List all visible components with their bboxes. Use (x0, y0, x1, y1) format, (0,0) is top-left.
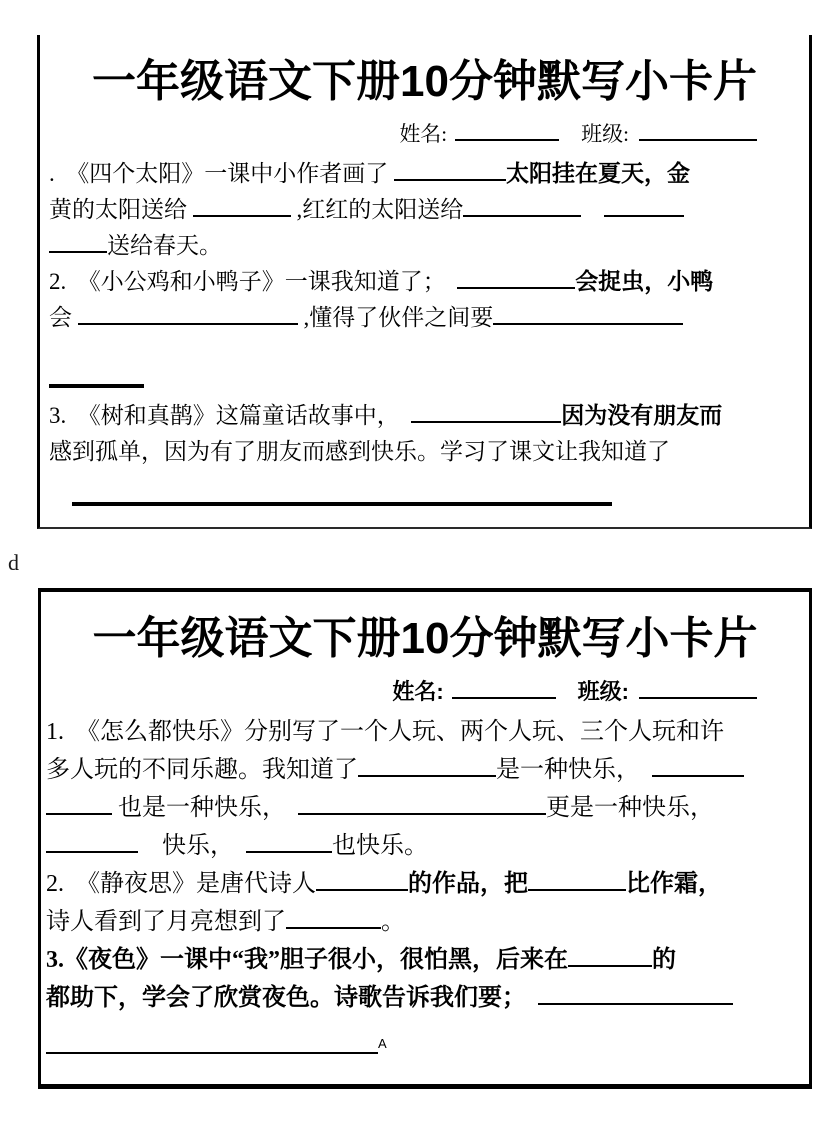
text-line (49, 228, 801, 264)
card-title: 一年级语文下册10分钟默写小卡片 (92, 614, 758, 663)
text-line (46, 751, 801, 789)
card-body (41, 705, 809, 1063)
text-segment (49, 486, 72, 511)
text-segment: 更是一种快乐， (546, 795, 714, 822)
blank-fill-line (457, 265, 575, 289)
text-line (49, 192, 801, 228)
text-line (46, 713, 801, 751)
text-segment: 。 (381, 909, 405, 936)
text-segment: 多人玩的不同乐趣。我知道了 (46, 757, 358, 784)
text-segment: 因为没有朋友而 (561, 403, 723, 429)
text-segment: 的 (652, 947, 676, 974)
text-segment: 1. 《怎么都快乐》分别写了一个人玩、两个人玩、三个人玩和许 (46, 719, 724, 746)
margin-letter: d (8, 550, 19, 575)
text-line (49, 398, 801, 434)
line-spacer (46, 1017, 801, 1025)
line-spacer (49, 336, 801, 362)
text-segment: 太阳挂在夏天，金 (506, 161, 690, 187)
blank-fill-line (193, 193, 291, 217)
text-segment: 也是一种快乐， (112, 795, 298, 822)
text-segment: 都助下，学会了欣赏夜色。诗歌告诉我们要； (46, 985, 538, 1012)
blank-fill-line (652, 752, 744, 777)
text-segment: 是一种快乐， (496, 757, 652, 784)
text-segment: 3. 《树和真鹊》这篇童话故事中， (49, 403, 412, 429)
blank-fill-line (528, 866, 626, 891)
blank-fill-line (49, 229, 107, 253)
text-segment: 会 (49, 305, 78, 331)
blank-fill-line (46, 1029, 378, 1054)
text-line (49, 264, 801, 300)
text-line (46, 789, 801, 827)
blank-fill-line (72, 480, 612, 506)
name-class-line (40, 118, 809, 148)
text-line (46, 941, 801, 979)
blank-fill-line (78, 301, 298, 325)
name-label: 姓名: (392, 679, 444, 705)
text-segment: 2. 《小公鸡和小鸭子》一课我知道了； (49, 269, 458, 295)
name-blank-line (455, 119, 559, 141)
name-class-line (41, 675, 809, 705)
text-segment: 黄的太阳送给 (49, 197, 193, 223)
blank-fill-line (493, 301, 683, 325)
class-label: 班级: (577, 679, 629, 705)
blank-fill-line (298, 790, 546, 815)
text-segment: 比作霜， (626, 871, 722, 898)
blank-fill-line (46, 790, 112, 815)
text-line (46, 865, 801, 903)
text-line (49, 362, 801, 398)
dictation-card-1 (37, 35, 812, 529)
blank-fill-line (246, 828, 332, 853)
blank-fill-line (604, 193, 684, 217)
text-segment: . 《四个太阳》一课中小作者画了 (49, 161, 394, 187)
text-line (49, 434, 801, 470)
blank-fill-line (411, 399, 561, 423)
blank-fill-line (358, 752, 496, 777)
text-line (46, 827, 801, 865)
name-blank-line (452, 676, 556, 699)
name-label: 姓名: (399, 122, 448, 147)
blank-fill-line (49, 362, 144, 388)
class-blank-line (639, 676, 757, 699)
text-segment: 感到孤单，因为有了朋友而感到快乐。学习了课文让我知道了 (49, 439, 670, 465)
text-segment: 会捉虫，小鸭 (575, 269, 714, 295)
blank-fill-line (46, 828, 138, 853)
text-segment: A (378, 1036, 387, 1052)
blank-fill-line (394, 157, 506, 181)
text-segment: 2. 《静夜思》是唐代诗人 (46, 871, 316, 898)
blank-fill-line (568, 942, 652, 967)
card-title: 一年级语文下册10分钟默写小卡片 (92, 57, 757, 106)
text-segment: 也快乐。 (332, 833, 428, 860)
class-label: 班级: (581, 122, 629, 147)
blank-fill-line (538, 980, 733, 1005)
text-segment: 快乐， (138, 833, 246, 860)
blank-fill-line (316, 866, 408, 891)
text-segment: 的作品，把 (408, 871, 528, 898)
dictation-card-2 (38, 588, 812, 1089)
text-segment (581, 197, 604, 222)
text-line (49, 156, 801, 192)
text-segment: 送给春天。 (107, 233, 222, 259)
text-segment: 3.《夜色》一课中“我”胆子很小，很怕黑，后来在 (46, 947, 568, 974)
text-segment: ,红红的太阳送给 (290, 197, 464, 223)
text-line (46, 1025, 801, 1063)
text-line (49, 480, 801, 516)
text-segment: 诗人看到了月亮想到了 (46, 909, 286, 936)
class-blank-line (639, 119, 757, 141)
line-spacer (49, 470, 801, 480)
text-line (49, 300, 801, 336)
card-body (40, 148, 809, 516)
text-line (46, 903, 801, 941)
text-line (46, 979, 801, 1017)
text-segment: ,懂得了伙伴之间要 (297, 305, 494, 331)
blank-fill-line (286, 904, 381, 929)
blank-fill-line (463, 193, 581, 217)
